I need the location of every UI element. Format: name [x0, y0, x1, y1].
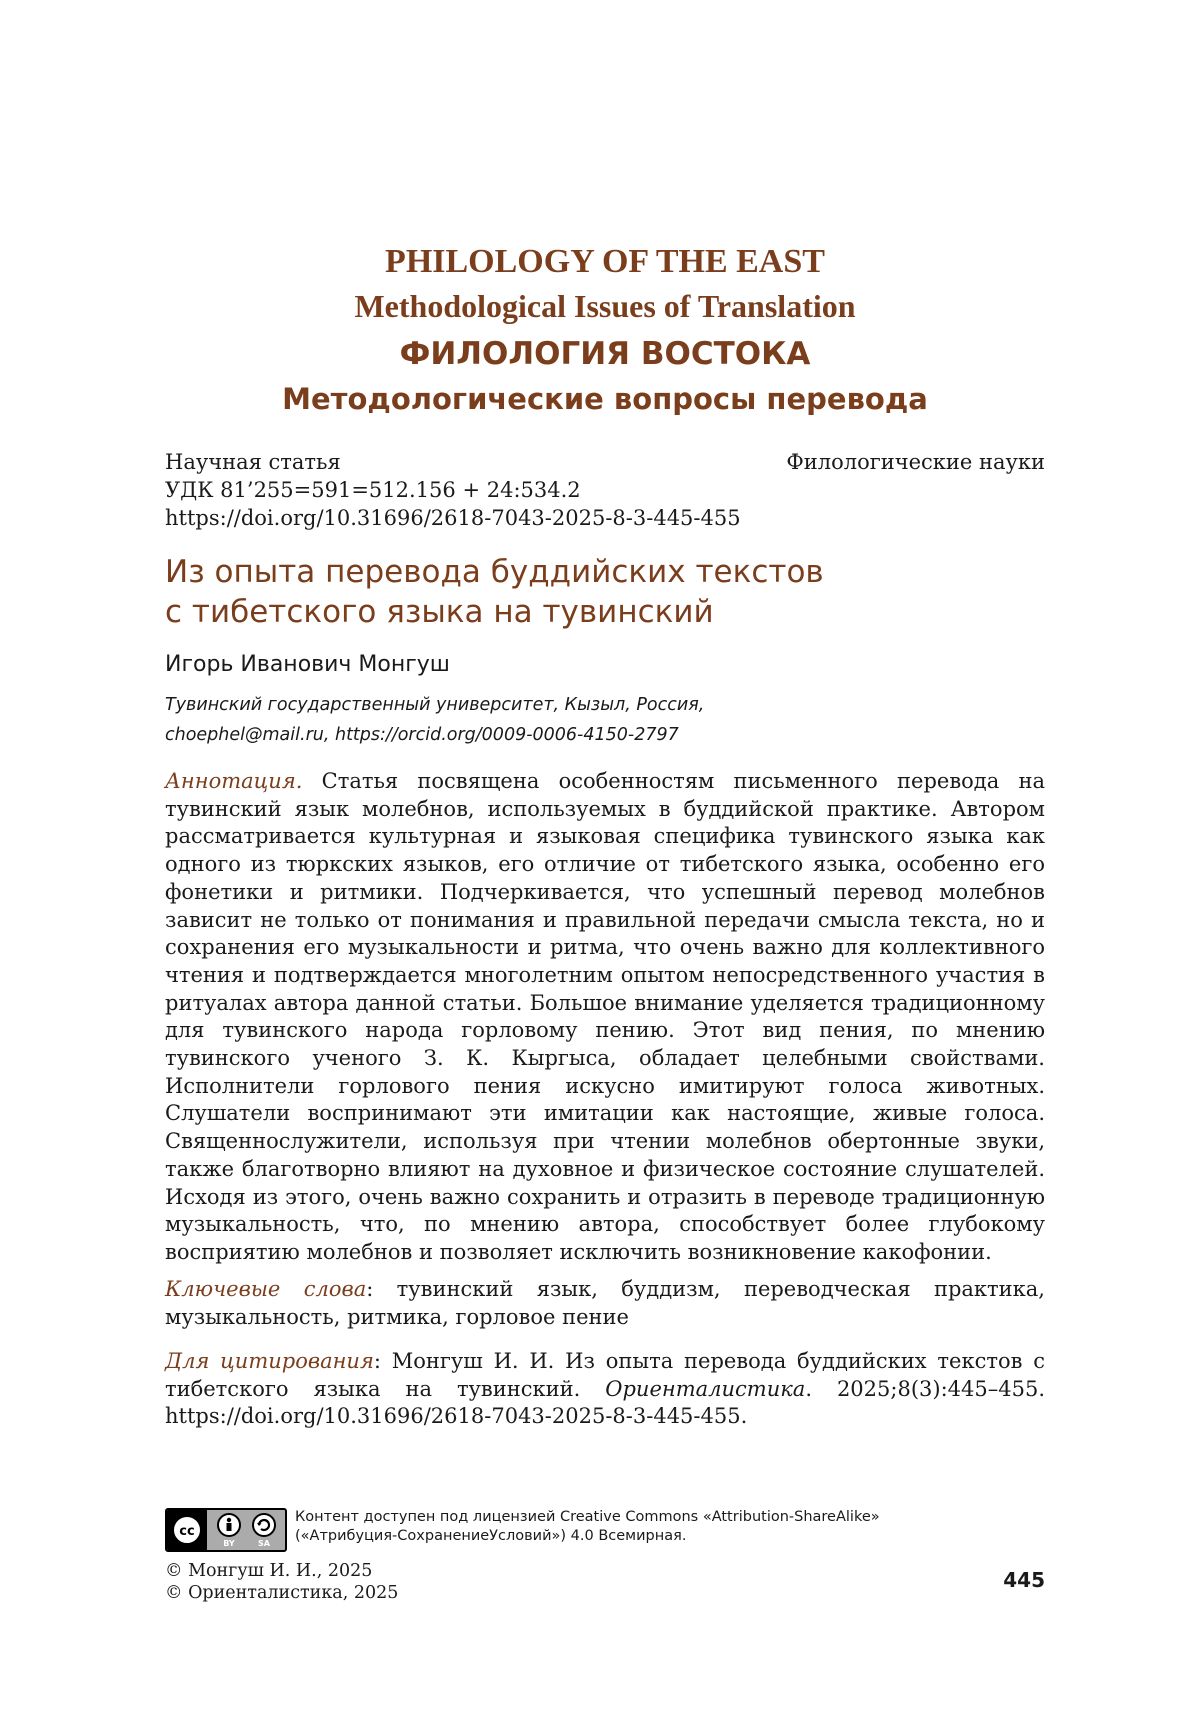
- sa-label: SA: [257, 1539, 270, 1548]
- copyright-journal: © Ориенталистика, 2025: [165, 1583, 399, 1603]
- cc-license-badge[interactable]: [165, 1508, 287, 1552]
- copyright-block: [165, 1560, 398, 1604]
- section-header: [165, 240, 1045, 420]
- citation: [165, 1348, 1045, 1431]
- section-subtitle-en: Methodological Issues of Translation: [354, 288, 856, 324]
- citation-text-before: : Монгуш И. И. Из опыта перевода буддийских текстов с тибетского языка на тувинский.: [165, 1349, 1045, 1401]
- abstract-label: Аннотация.: [165, 769, 303, 793]
- keywords-label: Ключевые слова: [165, 1277, 367, 1301]
- science-field: Филологические науки: [786, 450, 1045, 474]
- citation-journal: Ориенталистика: [605, 1376, 806, 1401]
- citation-text-after: . 2025;8(3):445–455. https://doi.org/10.31696/2618-7043-2025-8-3-445-455.: [165, 1376, 1045, 1429]
- license-line1: Контент доступен под лицензией Creative Commons «Attribution-ShareAlike»: [295, 1509, 880, 1525]
- article-type: Научная статья: [165, 450, 341, 474]
- affiliation-contacts[interactable]: choephel@mail.ru, https://orcid.org/0009-0006-4150-2797: [165, 725, 679, 745]
- by-label: BY: [222, 1539, 235, 1548]
- section-subtitle-ru: Методологические вопросы перевода: [282, 382, 928, 416]
- keywords-text: : тувинский язык, буддизм, переводческая практика, музыкальность, ритмика, горловое пение: [165, 1277, 1045, 1329]
- author-name: Игорь Иванович Монгуш: [165, 652, 450, 677]
- cc-conditions: [207, 1510, 285, 1550]
- cc-icon: [167, 1510, 207, 1550]
- article-title-line1: Из опыта перевода буддийских текстов: [165, 554, 824, 590]
- author-affiliation: [165, 690, 704, 750]
- doi-link[interactable]: https://doi.org/10.31696/2618-7043-2025-8-3-445-455: [165, 506, 741, 530]
- copyright-author: © Монгуш И. И., 2025: [165, 1561, 373, 1581]
- article-meta: [165, 448, 1045, 532]
- license-line2: («Атрибуция-СохранениеУсловий») 4.0 Всемирная.: [295, 1528, 687, 1544]
- sa-icon: [249, 1512, 279, 1548]
- section-title-en: PHILOLOGY OF THE EAST: [385, 243, 825, 280]
- page-number: 445: [1003, 1568, 1045, 1592]
- license-block: [165, 1508, 1045, 1552]
- license-text: [295, 1508, 880, 1546]
- abstract: [165, 768, 1045, 1267]
- article-title: [165, 552, 1045, 632]
- abstract-text: Статья посвящена особенностям письменного перевода на тувинский язык молебнов, используемых в буддийской практике. Автором рассматривается культурная и языковая специфика тувинского языка как одного из тюркских языков, его отличие от тибетского языка, особенно его фонетики и ритмики. Подчеркивается, что успешный перевод молебнов зависит не только от понимания и правильной передачи смысла текста, но и сохранения его музыкальности и ритма, что очень важно для коллективного чтения и подтверждается многолетним опытом непосредственного участия в ритуалах автора данной статьи. Большое внимание уделяется традиционному для тувинского народа горловому пению. Этот вид пения, по мнению тувинского ученого З. К. Кыргыса, обладает целебными свойствами. Исполнители горлового пения искусно имитируют голоса животных. Слушатели воспринимают эти имитации как настоящие, живые голоса. Священнослужители, используя при чтении молебнов обертонные звуки, также благотворно влияют на духовное и физическое состояние слушателей. Исходя из этого, очень важно сохранить и отразить в переводе традиционную музыкальность, что, по мнению автора, способствует более глубокому восприятию молебнов и позволяет исключить возникновение какофонии.: [165, 769, 1045, 1264]
- udc-code: УДК 81’255=591=512.156 + 24:534.2: [165, 478, 581, 502]
- by-icon: [214, 1512, 244, 1548]
- section-title-ru: ФИЛОЛОГИЯ ВОСТОКА: [399, 336, 811, 372]
- affiliation-line1: Тувинский государственный университет, Кызыл, Россия,: [165, 695, 705, 715]
- keywords: [165, 1276, 1045, 1331]
- meta-row-type: [165, 448, 1045, 476]
- cc-icon-text: cc: [179, 1524, 195, 1539]
- citation-label: Для цитирования: [165, 1349, 374, 1373]
- article-title-line2: с тибетского языка на тувинский: [165, 594, 714, 630]
